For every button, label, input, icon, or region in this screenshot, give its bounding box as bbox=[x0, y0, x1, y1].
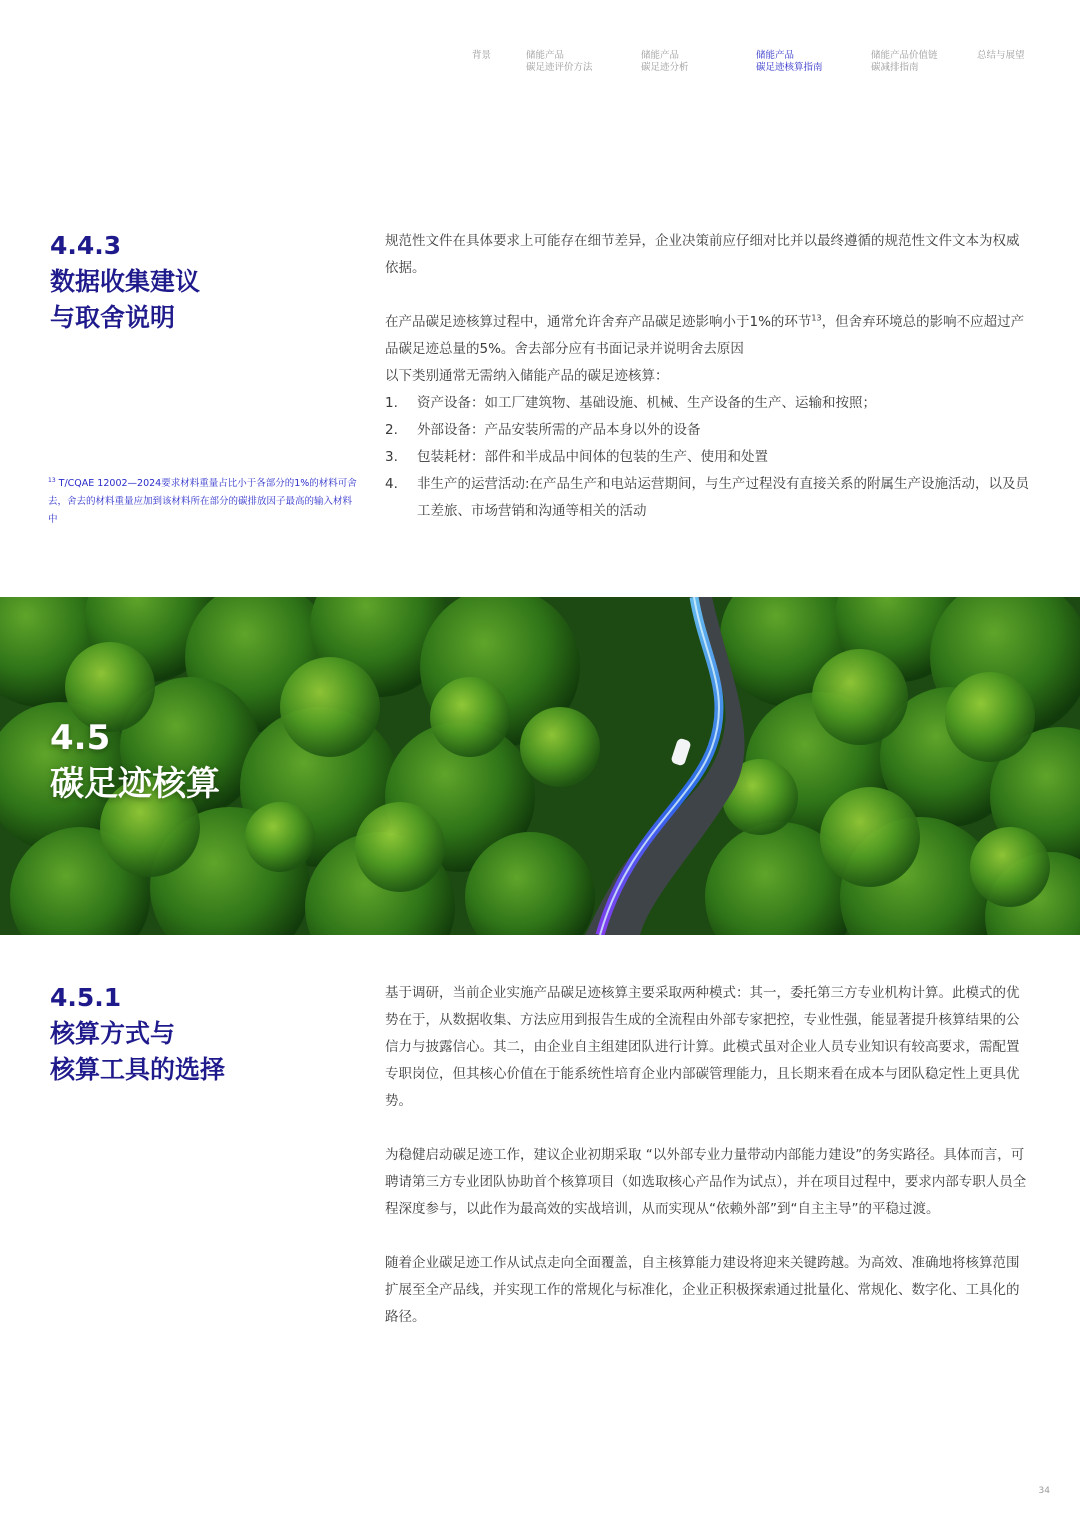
list-item bbox=[385, 417, 1030, 444]
nav-item-label: 储能产品价值链 bbox=[871, 50, 938, 61]
nav-item-background[interactable] bbox=[472, 50, 491, 62]
section-title-line: 核算工具的选择 bbox=[50, 1055, 226, 1084]
footnote bbox=[48, 475, 358, 529]
list-number: 4. bbox=[385, 476, 398, 492]
nav-item-sublabel: 碳足迹评价方法 bbox=[526, 62, 593, 73]
section-443-title bbox=[50, 228, 200, 336]
section-title-line: 与取舍说明 bbox=[50, 303, 176, 332]
paragraph: 为稳健启动碳足迹工作，建议企业初期采取 “以外部专业力量带动内部能力建设”的务实路径。具体而言，可聘请第三方专业团队协助首个核算项目（如选取核心产品作为试点），并在项目过程中，要求内部专职人员全程深度参与，以此作为最高效的实战培训，从而实现从“依赖外部”到“自主主导”的平稳过渡。 bbox=[385, 1147, 1027, 1217]
nav-item-accounting-guide[interactable] bbox=[756, 50, 823, 74]
list-text: 包装耗材：部件和半成品中间体的包装的生产、使用和处置 bbox=[417, 449, 768, 465]
list-number: 2. bbox=[385, 422, 398, 438]
section-443-body bbox=[385, 228, 1030, 525]
list-text: 资产设备：如工厂建筑物、基础设施、机械、生产设备的生产、运输和按照； bbox=[417, 395, 876, 411]
nav-item-value-chain[interactable] bbox=[871, 50, 938, 74]
top-navigation bbox=[0, 50, 1080, 80]
nav-item-sublabel: 碳足迹核算指南 bbox=[756, 62, 823, 73]
list-text: 非生产的运营活动:在产品生产和电站运营期间，与生产过程没有直接关系的附属生产设施活动，以及员工差旅、市场营销和沟通等相关的活动 bbox=[417, 476, 1030, 519]
section-number: 4.4.3 bbox=[50, 231, 122, 260]
nav-item-label: 储能产品 bbox=[756, 50, 795, 61]
list-item bbox=[385, 390, 1030, 417]
footnote-marker: 13 bbox=[48, 476, 56, 484]
list-number: 3. bbox=[385, 449, 398, 465]
chapter-title: 碳足迹核算 bbox=[50, 764, 220, 804]
section-number: 4.5 bbox=[50, 718, 111, 758]
paragraph-text: 在产品碳足迹核算过程中，通常允许舍弃产品碳足迹影响小于1%的环节 bbox=[385, 314, 812, 330]
section-number: 4.5.1 bbox=[50, 983, 122, 1012]
nav-item-evaluation-method[interactable] bbox=[526, 50, 593, 74]
nav-item-label: 储能产品 bbox=[641, 50, 680, 61]
paragraph: 随着企业碳足迹工作从试点走向全面覆盖，自主核算能力建设将迎来关键跨越。为高效、准确地将核算范围扩展至全产品线，并实现工作的常规化与标准化，企业正积极探索通过批量化、常规化、数字化、工具化的路径。 bbox=[385, 1255, 1020, 1325]
footnote-ref[interactable]: 13 bbox=[811, 313, 822, 323]
section-451-body bbox=[385, 980, 1030, 1331]
paragraph bbox=[385, 309, 1030, 363]
nav-item-sublabel: 碳减排指南 bbox=[871, 62, 919, 73]
nav-item-summary[interactable] bbox=[977, 50, 1025, 62]
footnote-text: T/CQAE 12002—2024要求材料重量占比小于各部分的1%的材料可舍去，舍去的材料重量应加到该材料所在部分的碳排放因子最高的输入材料中 bbox=[48, 478, 357, 525]
list-item bbox=[385, 471, 1030, 525]
section-451-title bbox=[50, 980, 225, 1088]
nav-item-analysis[interactable] bbox=[641, 50, 689, 74]
list-text: 外部设备：产品安装所需的产品本身以外的设备 bbox=[417, 422, 701, 438]
list-number: 1. bbox=[385, 395, 398, 411]
nav-item-label: 背景 bbox=[472, 50, 492, 61]
section-title-line: 核算方式与 bbox=[50, 1019, 176, 1048]
section-title-line: 数据收集建议 bbox=[50, 267, 201, 296]
page-number: 34 bbox=[1038, 1486, 1050, 1496]
nav-item-label: 总结与展望 bbox=[977, 50, 1025, 61]
paragraph: 规范性文件在具体要求上可能存在细节差异，企业决策前应仔细对比并以最终遵循的规范性文件文本为权威依据。 bbox=[385, 233, 1020, 276]
list-intro: 以下类别通常无需纳入储能产品的碳足迹核算： bbox=[385, 368, 669, 384]
paragraph: 基于调研，当前企业实施产品碳足迹核算主要采取两种模式：其一，委托第三方专业机构计算。此模式的优势在于，从数据收集、方法应用到报告生成的全流程由外部专家把控，专业性强，能显著提升核算结果的公信力与披露信心。其二，由企业自主组建团队进行计算。此模式虽对企业人员专业知识有较高要求，需配置专职岗位，但其核心价值在于能系统性培育企业内部碳管理能力，且长期来看在成本与团队稳定性上更具优势。 bbox=[385, 985, 1020, 1109]
exclusion-list bbox=[385, 390, 1030, 525]
list-item bbox=[385, 444, 1030, 471]
banner-title bbox=[50, 715, 220, 807]
nav-item-label: 储能产品 bbox=[526, 50, 565, 61]
nav-item-sublabel: 碳足迹分析 bbox=[641, 62, 689, 73]
paragraph-text: ，但舍弃环境总的影响不应超过产品碳足迹总量的5%。舍去部分应有书面记录并说明舍去原因 bbox=[385, 314, 1025, 357]
